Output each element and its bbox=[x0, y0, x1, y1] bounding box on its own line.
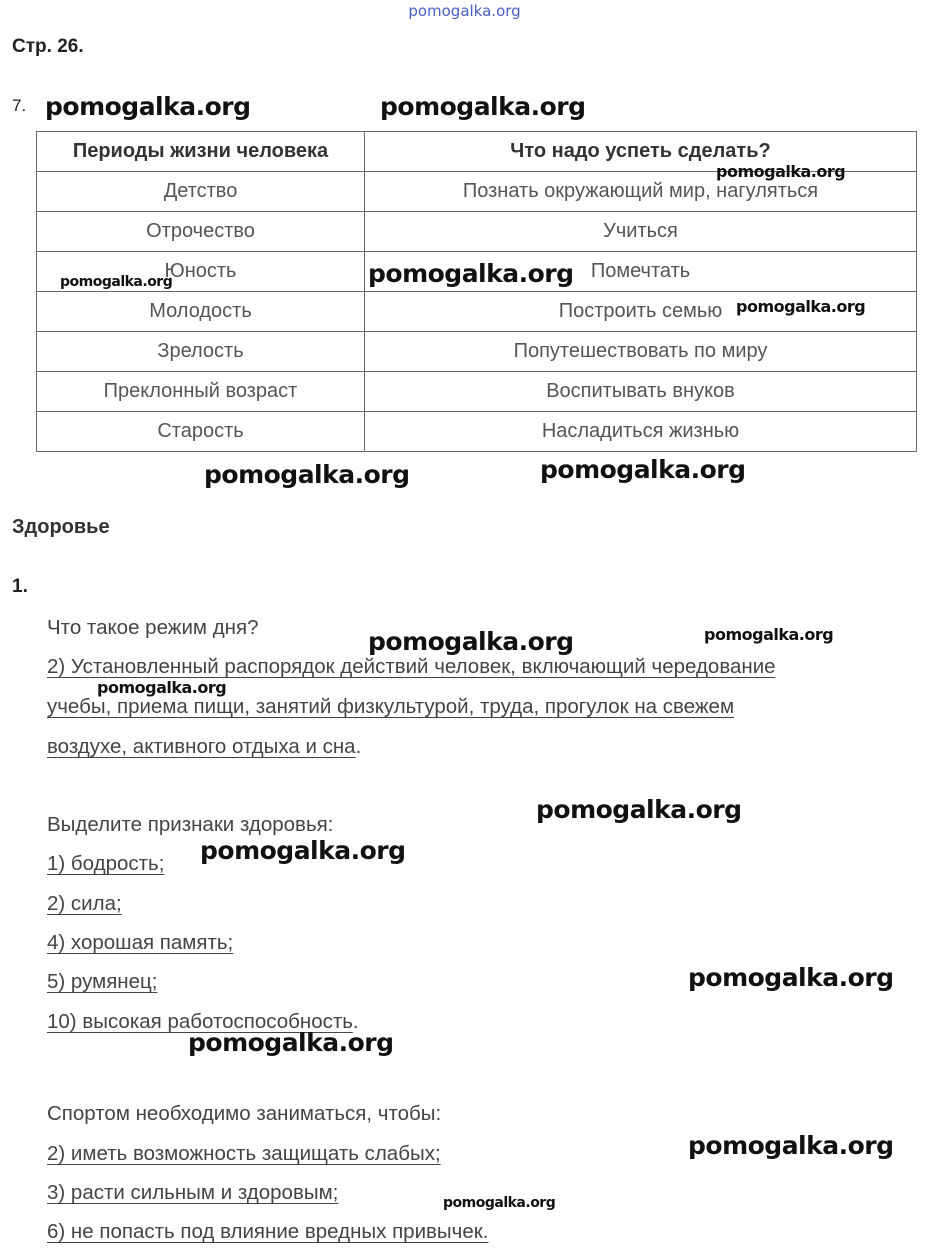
answer-item: 5) румянец; bbox=[47, 970, 158, 993]
watermark: pomogalka.org bbox=[688, 963, 894, 992]
answer-period: . bbox=[352, 1010, 359, 1033]
table-row bbox=[37, 412, 917, 452]
period-cell: Молодость bbox=[37, 292, 365, 332]
todo-cell: Учиться bbox=[365, 212, 917, 252]
header-todo: Что надо успеть сделать? bbox=[365, 132, 917, 172]
answer-item: 2) иметь возможность защищать слабых; bbox=[47, 1142, 441, 1165]
question-health-signs: Выделите признаки здоровья: bbox=[47, 813, 334, 836]
watermark: pomogalka.org bbox=[716, 162, 846, 181]
watermark: pomogalka.org bbox=[380, 92, 586, 121]
answer-period: . bbox=[355, 735, 362, 758]
answer-item-text: 10) высокая работоспособность bbox=[47, 1010, 353, 1033]
page-number: Стр. 26. bbox=[12, 36, 84, 57]
todo-cell: Насладиться жизнью bbox=[365, 412, 917, 452]
watermark: pomogalka.org bbox=[368, 627, 574, 656]
watermark: pomogalka.org bbox=[368, 259, 574, 288]
todo-cell: Попутешествовать по миру bbox=[365, 332, 917, 372]
header-periods: Периоды жизни человека bbox=[37, 132, 365, 172]
period-cell: Юность bbox=[37, 252, 365, 292]
watermark: pomogalka.org bbox=[204, 460, 410, 489]
watermark: pomogalka.org bbox=[97, 678, 227, 697]
answer-line bbox=[47, 735, 361, 759]
site-link[interactable]: pomogalka.org bbox=[408, 2, 521, 20]
answer-item: 4) хорошая память; bbox=[47, 931, 234, 954]
todo-cell: Познать окружающий мир, нагуляться bbox=[365, 172, 917, 212]
watermark: pomogalka.org bbox=[200, 836, 406, 865]
table-row bbox=[37, 212, 917, 252]
task-number: 7. bbox=[12, 96, 27, 115]
question-number: 1. bbox=[12, 576, 28, 597]
answer-line: 2) Установленный распорядок действий человек, включающий чередование bbox=[47, 655, 776, 678]
period-cell: Зрелость bbox=[37, 332, 365, 372]
table-row bbox=[37, 332, 917, 372]
answer-line-text: воздухе, активного отдыха и сна bbox=[47, 735, 356, 758]
watermark: pomogalka.org bbox=[443, 1195, 556, 1211]
period-cell: Отрочество bbox=[37, 212, 365, 252]
watermark: pomogalka.org bbox=[688, 1131, 894, 1160]
watermark: pomogalka.org bbox=[45, 92, 251, 121]
question-sport: Спортом необходимо заниматься, чтобы: bbox=[47, 1102, 442, 1125]
section-title: Здоровье bbox=[12, 516, 110, 538]
todo-cell: Построить семью bbox=[365, 292, 917, 332]
question-daily-routine: Что такое режим дня? bbox=[47, 616, 259, 639]
watermark: pomogalka.org bbox=[188, 1028, 394, 1057]
watermark: pomogalka.org bbox=[540, 455, 746, 484]
table-row bbox=[37, 372, 917, 412]
watermark: pomogalka.org bbox=[704, 625, 834, 644]
answer-item: 6) не попасть под влияние вредных привычек. bbox=[47, 1220, 489, 1243]
period-cell: Преклонный возраст bbox=[37, 372, 365, 412]
watermark: pomogalka.org bbox=[60, 274, 173, 290]
answer-line: учебы, приема пищи, занятий физкультурой, труда, прогулок на свежем bbox=[47, 695, 735, 718]
todo-cell: Воспитывать внуков bbox=[365, 372, 917, 412]
period-cell: Старость bbox=[37, 412, 365, 452]
period-cell: Детство bbox=[37, 172, 365, 212]
answer-item: 3) расти сильным и здоровым; bbox=[47, 1181, 339, 1204]
watermark: pomogalka.org bbox=[736, 297, 866, 316]
watermark: pomogalka.org bbox=[536, 795, 742, 824]
answer-item: 1) бодрость; bbox=[47, 852, 165, 875]
todo-cell: Помечтать bbox=[365, 252, 917, 292]
answer-item: 2) сила; bbox=[47, 892, 122, 915]
